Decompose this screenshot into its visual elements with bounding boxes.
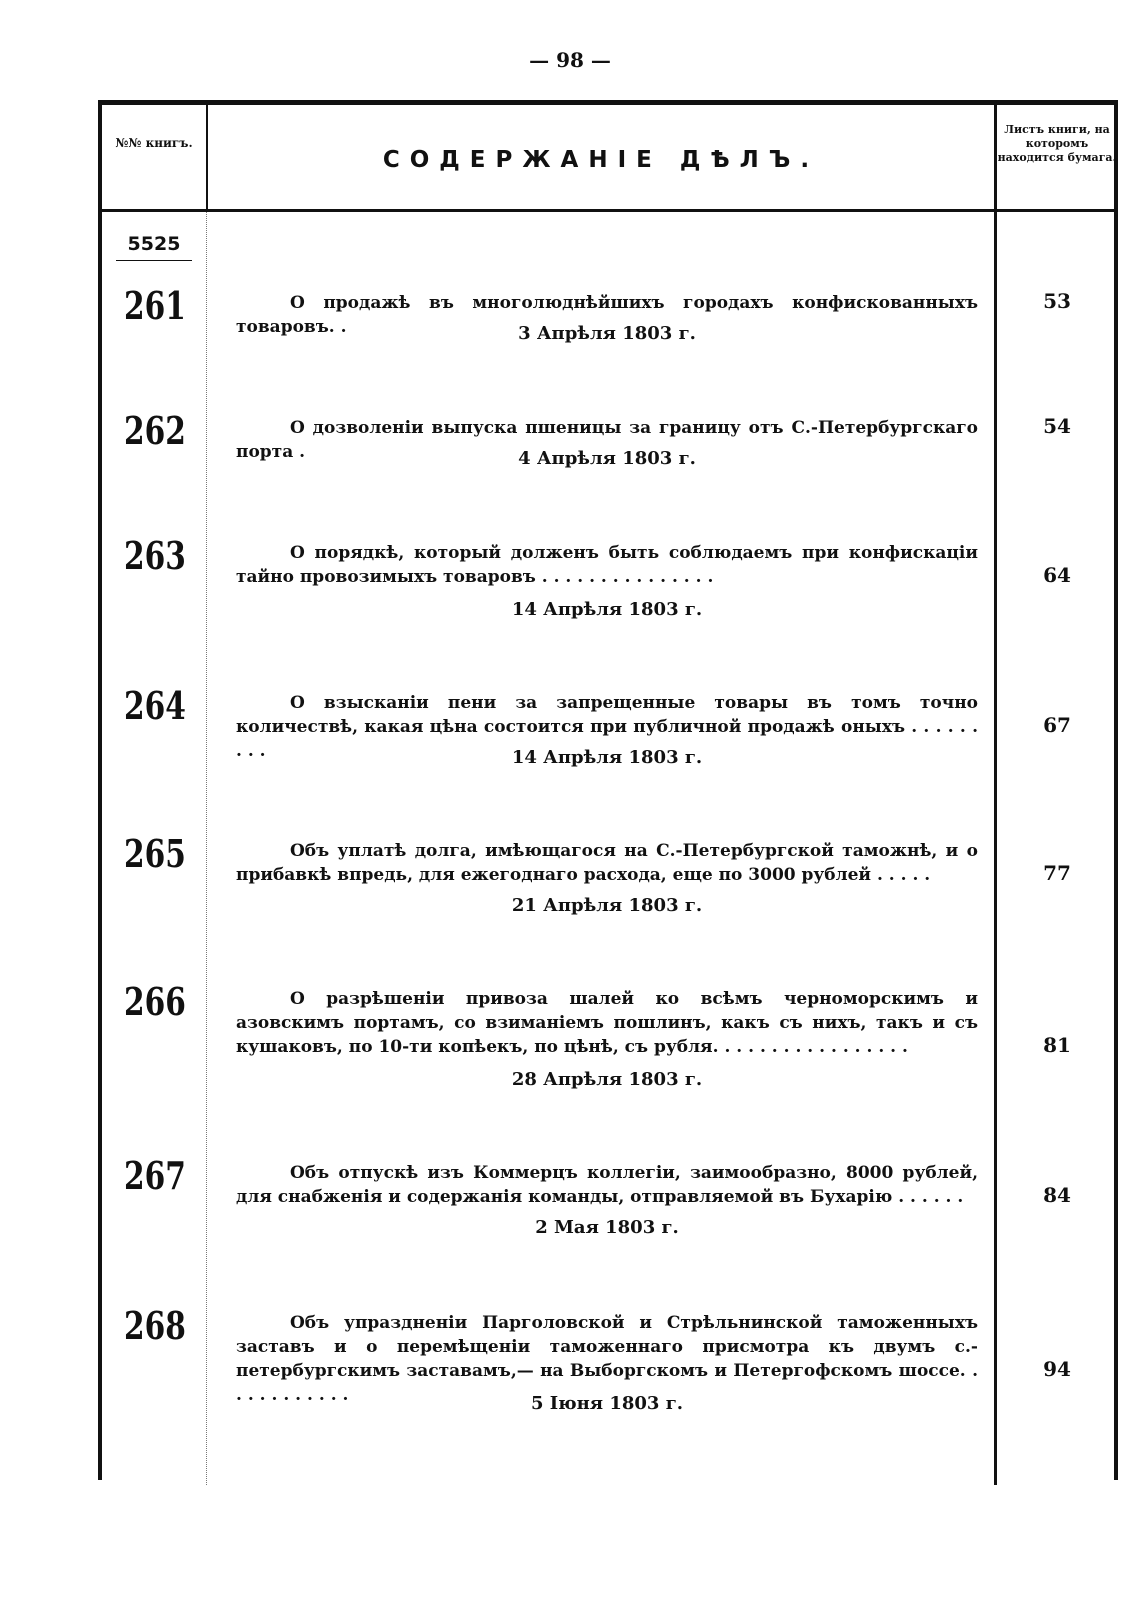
entry-sheet: 67 (1043, 713, 1071, 737)
entry-number: 268 (124, 1303, 186, 1348)
entry-text: О продажѣ въ многолюднѣйшихъ городахъ конфискованныхъ товаровъ. . (236, 293, 978, 337)
entry-text: О порядкѣ, который долженъ быть соблюдаемъ при конфискаціи тайно провозимыхъ товаровъ . . . . . . . . . . . . . . . (236, 543, 978, 587)
entry-date: 2 Мая 1803 г. (535, 1217, 679, 1238)
entry-sheet: 64 (1043, 563, 1071, 587)
entry-sheet: 77 (1043, 861, 1071, 885)
entry-sheet: 94 (1043, 1357, 1071, 1381)
entry-date: 21 Апрѣля 1803 г. (511, 895, 703, 916)
entry-sheet: 54 (1043, 414, 1071, 438)
table-header (102, 105, 1117, 212)
entry-sheet: 84 (1043, 1183, 1071, 1207)
entry-number: 261 (124, 283, 186, 328)
entry-number: 265 (124, 831, 186, 876)
entry-text: О взысканіи пени за запрещенные товары въ томъ точно количествѣ, какая цѣна состоится при публичной продажѣ оныхъ . . . . . . . . . (236, 693, 978, 761)
entry-date: 4 Апрѣля 1803 г. (518, 448, 696, 469)
page-number: — 98 — (529, 48, 611, 72)
entry-number: 262 (124, 408, 186, 453)
entry-text: О разрѣшеніи привоза шалей ко всѣмъ черноморскимъ и азовскимъ портамъ, со взиманіемъ пошлинъ, какъ съ нихъ, такъ и съ кушаковъ, по 10-ти копѣекъ, по цѣнѣ, съ рубля. . . . . . . . . . . . . . . . . (236, 989, 978, 1057)
entry-date: 28 Апрѣля 1803 г. (511, 1069, 703, 1090)
column-divider (206, 105, 208, 212)
entry-number: 263 (124, 533, 186, 578)
entry-number: 266 (124, 979, 186, 1024)
entry-sheet: 53 (1043, 289, 1071, 313)
entry-text: Объ отпускѣ изъ Коммерцъ коллегіи, заимообразно, 8000 рублей, для снабженія и содержанія команды, отправляемой въ Бухарію . . . . . . (236, 1163, 978, 1207)
register-table (98, 100, 1118, 1480)
entry-text: Объ уплатѣ долга, имѣющагося на С.-Петербургской таможнѣ, и о прибавкѣ впредь, для ежегоднаго расхода, еще по 3000 рублей . . . . . (236, 841, 978, 885)
book-number: 5525 (116, 233, 192, 261)
entry-number: 267 (124, 1153, 186, 1198)
entry-date: 5 Іюня 1803 г. (530, 1393, 684, 1414)
entry-text: Объ упраздненіи Парголовской и Стрѣльнинской таможенныхъ заставъ и о перемѣщеніи таможеннаго присмотра къ двумъ с.-петербургскимъ заставамъ,— на Выборгскомъ и Петергофскомъ шоссе. . . . . . . . . . . . (236, 1313, 978, 1405)
header-sheet: Листъ книги, на которомъ находится бумага. (997, 123, 1117, 164)
entry-date: 14 Апрѣля 1803 г. (511, 747, 703, 768)
entry-date: 3 Апрѣля 1803 г. (518, 323, 696, 344)
entry-number: 264 (124, 683, 186, 728)
header-content: СОДЕРЖАНІЕ ДѢЛЪ. (382, 147, 820, 173)
column-divider (206, 212, 208, 1485)
entry-sheet: 81 (1043, 1033, 1071, 1057)
entry-text: О дозволеніи выпуска пшеницы за границу отъ С.-Петербургскаго порта . (236, 418, 978, 462)
header-book-number: №№ книгъ. (115, 136, 193, 150)
entry-date: 14 Апрѣля 1803 г. (511, 599, 703, 620)
